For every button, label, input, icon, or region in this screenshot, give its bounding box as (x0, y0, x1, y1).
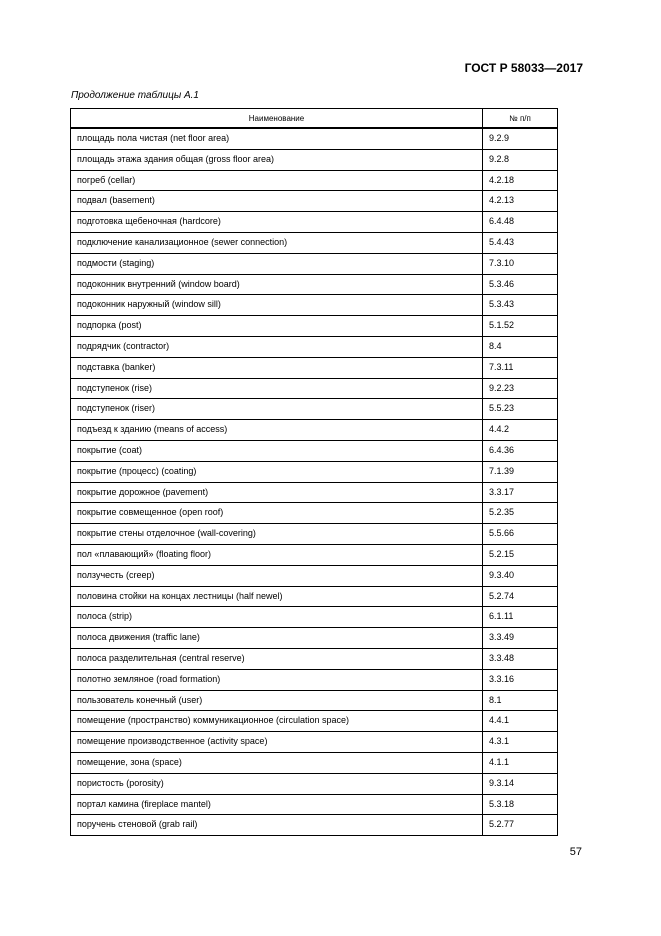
table-row (71, 752, 558, 773)
term-name-cell: полоса разделительная (central reserve) (71, 648, 483, 669)
term-name-cell: подступенок (riser) (71, 399, 483, 420)
term-name-cell: ползучесть (creep) (71, 565, 483, 586)
term-number-cell: 6.4.36 (483, 440, 558, 461)
table-row (71, 316, 558, 337)
table-row (71, 544, 558, 565)
term-name-cell: половина стойки на концах лестницы (half newel) (71, 586, 483, 607)
document-standard-header: ГОСТ Р 58033—2017 (464, 61, 583, 75)
term-number-cell: 9.2.9 (483, 128, 558, 149)
term-number-cell: 8.1 (483, 690, 558, 711)
table-row (71, 815, 558, 836)
table-row (71, 607, 558, 628)
table-row (71, 232, 558, 253)
term-number-cell: 3.3.49 (483, 628, 558, 649)
table-row (71, 253, 558, 274)
table-row (71, 378, 558, 399)
term-number-cell: 5.3.18 (483, 794, 558, 815)
term-number-cell: 5.5.66 (483, 524, 558, 545)
term-number-cell: 9.3.14 (483, 773, 558, 794)
term-name-cell: покрытие совмещенное (open roof) (71, 503, 483, 524)
term-name-cell: портал камина (fireplace mantel) (71, 794, 483, 815)
term-name-cell: помещение производственное (activity space) (71, 732, 483, 753)
term-number-cell: 5.2.74 (483, 586, 558, 607)
term-number-cell: 9.2.23 (483, 378, 558, 399)
table-caption: Продолжение таблицы А.1 (71, 90, 199, 101)
table-row (71, 170, 558, 191)
term-number-cell: 5.5.23 (483, 399, 558, 420)
table-row (71, 482, 558, 503)
table-row (71, 440, 558, 461)
page-number: 57 (569, 846, 582, 858)
table-row (71, 711, 558, 732)
term-name-cell: пол «плавающий» (floating floor) (71, 544, 483, 565)
table-row (71, 503, 558, 524)
table-row (71, 149, 558, 170)
table-row (71, 773, 558, 794)
table-row (71, 212, 558, 233)
column-header-name: Наименование (71, 109, 483, 129)
table-row (71, 336, 558, 357)
term-name-cell: подъезд к зданию (means of access) (71, 420, 483, 441)
term-name-cell: подступенок (rise) (71, 378, 483, 399)
term-number-cell: 5.3.43 (483, 295, 558, 316)
table-row (71, 586, 558, 607)
term-name-cell: полоса движения (traffic lane) (71, 628, 483, 649)
term-name-cell: площадь пола чистая (net floor area) (71, 128, 483, 149)
term-name-cell: погреб (cellar) (71, 170, 483, 191)
term-number-cell: 4.4.1 (483, 711, 558, 732)
table-body (71, 128, 558, 836)
term-number-cell: 5.3.46 (483, 274, 558, 295)
term-name-cell: поручень стеновой (grab rail) (71, 815, 483, 836)
term-name-cell: подготовка щебеночная (hardcore) (71, 212, 483, 233)
table-row (71, 628, 558, 649)
term-number-cell: 9.3.40 (483, 565, 558, 586)
term-number-cell: 6.1.11 (483, 607, 558, 628)
term-number-cell: 5.2.77 (483, 815, 558, 836)
terms-table (70, 108, 558, 836)
term-number-cell: 3.3.48 (483, 648, 558, 669)
table-row (71, 669, 558, 690)
term-name-cell: помещение, зона (space) (71, 752, 483, 773)
term-name-cell: подвал (basement) (71, 191, 483, 212)
term-name-cell: помещение (пространство) коммуникационное (circulation space) (71, 711, 483, 732)
table-row (71, 690, 558, 711)
term-number-cell: 3.3.17 (483, 482, 558, 503)
table-row (71, 794, 558, 815)
term-name-cell: полоса (strip) (71, 607, 483, 628)
term-number-cell: 4.4.2 (483, 420, 558, 441)
table-row (71, 461, 558, 482)
column-header-number: № п/п (483, 109, 558, 129)
term-name-cell: полотно земляное (road formation) (71, 669, 483, 690)
table-row (71, 128, 558, 149)
term-number-cell: 4.1.1 (483, 752, 558, 773)
term-name-cell: подставка (banker) (71, 357, 483, 378)
term-name-cell: подмости (staging) (71, 253, 483, 274)
table-row (71, 191, 558, 212)
term-name-cell: пористость (porosity) (71, 773, 483, 794)
term-number-cell: 9.2.8 (483, 149, 558, 170)
term-number-cell: 4.3.1 (483, 732, 558, 753)
term-number-cell: 7.1.39 (483, 461, 558, 482)
term-number-cell: 5.1.52 (483, 316, 558, 337)
table-row (71, 357, 558, 378)
term-name-cell: покрытие (coat) (71, 440, 483, 461)
term-name-cell: подрядчик (contractor) (71, 336, 483, 357)
table-row (71, 565, 558, 586)
term-name-cell: покрытие дорожное (pavement) (71, 482, 483, 503)
table-row (71, 399, 558, 420)
term-number-cell: 8.4 (483, 336, 558, 357)
term-number-cell: 6.4.48 (483, 212, 558, 233)
table-row (71, 274, 558, 295)
term-number-cell: 3.3.16 (483, 669, 558, 690)
table-row (71, 524, 558, 545)
term-number-cell: 7.3.10 (483, 253, 558, 274)
term-name-cell: подпорка (post) (71, 316, 483, 337)
table-header-row (71, 109, 558, 129)
term-name-cell: подключение канализационное (sewer connection) (71, 232, 483, 253)
term-number-cell: 4.2.18 (483, 170, 558, 191)
term-name-cell: подоконник внутренний (window board) (71, 274, 483, 295)
term-name-cell: покрытие (процесс) (coating) (71, 461, 483, 482)
term-name-cell: площадь этажа здания общая (gross floor area) (71, 149, 483, 170)
term-number-cell: 5.2.15 (483, 544, 558, 565)
term-name-cell: покрытие стены отделочное (wall-covering) (71, 524, 483, 545)
table-row (71, 295, 558, 316)
term-number-cell: 7.3.11 (483, 357, 558, 378)
term-number-cell: 5.4.43 (483, 232, 558, 253)
table-row (71, 420, 558, 441)
term-name-cell: пользователь конечный (user) (71, 690, 483, 711)
term-number-cell: 4.2.13 (483, 191, 558, 212)
term-name-cell: подоконник наружный (window sill) (71, 295, 483, 316)
table-row (71, 732, 558, 753)
term-number-cell: 5.2.35 (483, 503, 558, 524)
table-row (71, 648, 558, 669)
